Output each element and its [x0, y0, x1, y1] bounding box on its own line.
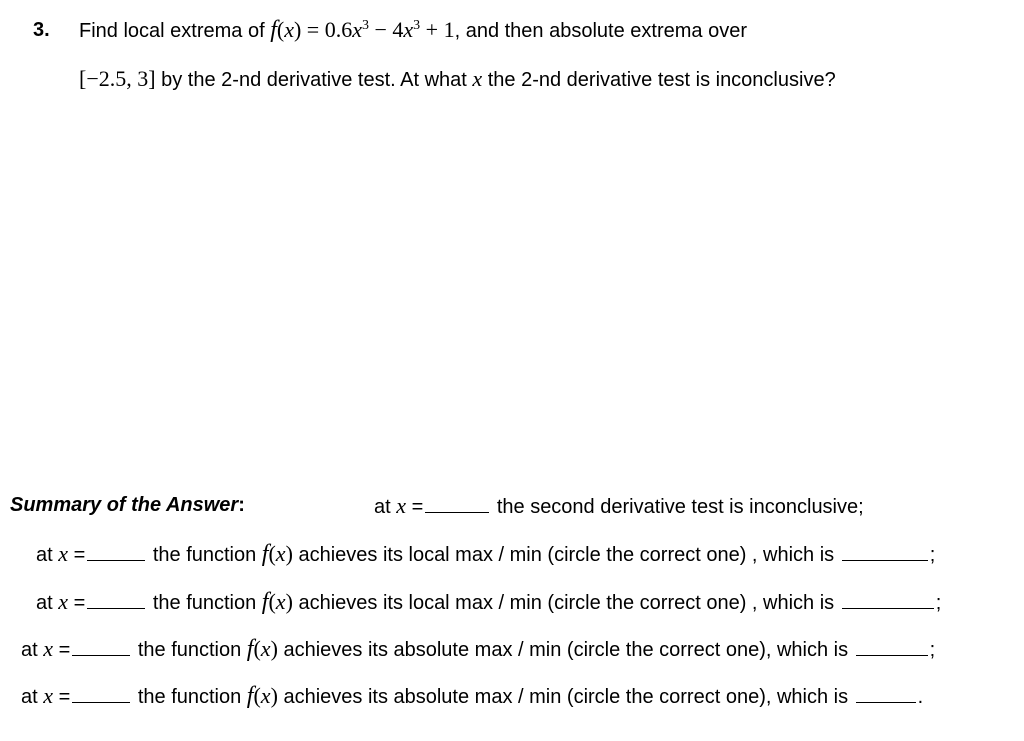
answer-blank-inconclusive[interactable] [425, 511, 489, 513]
row-end-punct: ; [929, 544, 936, 566]
interval: [−2.5, 3] [79, 66, 156, 91]
question-text-middle: by the 2-nd derivative test. At what [155, 69, 473, 91]
equals-sign: = [58, 686, 71, 708]
summary-title-colon: : [238, 494, 245, 516]
at-label: at [36, 544, 53, 566]
question-text-end: the 2-nd derivative test is inconclusive? [482, 69, 836, 91]
inconclusive-row [374, 495, 864, 517]
question-line-2 [79, 68, 836, 90]
row-text-start: the function [152, 544, 262, 566]
summary-row-4 [21, 684, 923, 708]
row-text-end: achieves its absolute max / min (circle the correct one), which is [277, 639, 854, 661]
fx-arg: (x) [253, 683, 278, 708]
x-var: x [396, 493, 407, 518]
question-line-1 [79, 18, 747, 42]
row-text-start: the function [137, 639, 247, 661]
summary-title-text: Summary of the Answer [10, 494, 239, 516]
x-var: x [43, 683, 54, 708]
answer-blank-x-row-1[interactable] [87, 559, 145, 561]
row-end-punct: ; [935, 592, 942, 614]
answer-blank-x-row-3[interactable] [72, 654, 130, 656]
row-text-end: achieves its local max / min (circle the correct one) , which is [292, 592, 840, 614]
x-var: x [58, 589, 69, 614]
at-label: at [374, 496, 391, 518]
fx-symbol: f [246, 636, 254, 662]
x-variable: x [472, 66, 483, 91]
summary-row-2 [36, 590, 941, 614]
at-label: at [21, 686, 38, 708]
fx-arg: (x) [253, 636, 278, 661]
answer-blank-value-row-4[interactable] [856, 701, 916, 703]
answer-blank-value-row-3[interactable] [856, 654, 928, 656]
row-text-end: achieves its absolute max / min (circle the correct one), which is [277, 686, 854, 708]
row-end-punct: ; [929, 639, 936, 661]
equals-sign: = [73, 544, 86, 566]
answer-blank-x-row-4[interactable] [72, 701, 130, 703]
answer-blank-value-row-1[interactable] [842, 559, 928, 561]
function-formula: $f(x) = 0.6x^3 - 4x^3 + 1$ [270, 17, 455, 43]
answer-blank-value-row-2[interactable] [842, 607, 934, 609]
row-end-punct: . [917, 686, 924, 708]
row-text-start: the function [152, 592, 262, 614]
question-text-continue: , and then absolute extrema over [454, 20, 747, 42]
fx-arg: (x) [268, 541, 293, 566]
summary-row-3 [21, 637, 935, 661]
row-text-end: achieves its local max / min (circle the correct one) , which is [292, 544, 840, 566]
x-var: x [58, 541, 69, 566]
inconclusive-text: the second derivative test is inconclusive; [496, 496, 864, 518]
equals-sign: = [73, 592, 86, 614]
fx-arg: (x) [268, 589, 293, 614]
x-var: x [43, 636, 54, 661]
at-label: at [21, 639, 38, 661]
summary-title [10, 495, 245, 515]
equals-sign: = [411, 496, 424, 518]
row-text-start: the function [137, 686, 247, 708]
fx-symbol: f [261, 541, 269, 567]
fx-symbol: f [261, 589, 269, 615]
question-text-start: Find local extrema of [79, 20, 271, 42]
question-number: 3. [33, 19, 50, 41]
fx-symbol: f [246, 683, 254, 709]
summary-row-1 [36, 542, 935, 566]
equals-sign: = [58, 639, 71, 661]
at-label: at [36, 592, 53, 614]
answer-blank-x-row-2[interactable] [87, 607, 145, 609]
